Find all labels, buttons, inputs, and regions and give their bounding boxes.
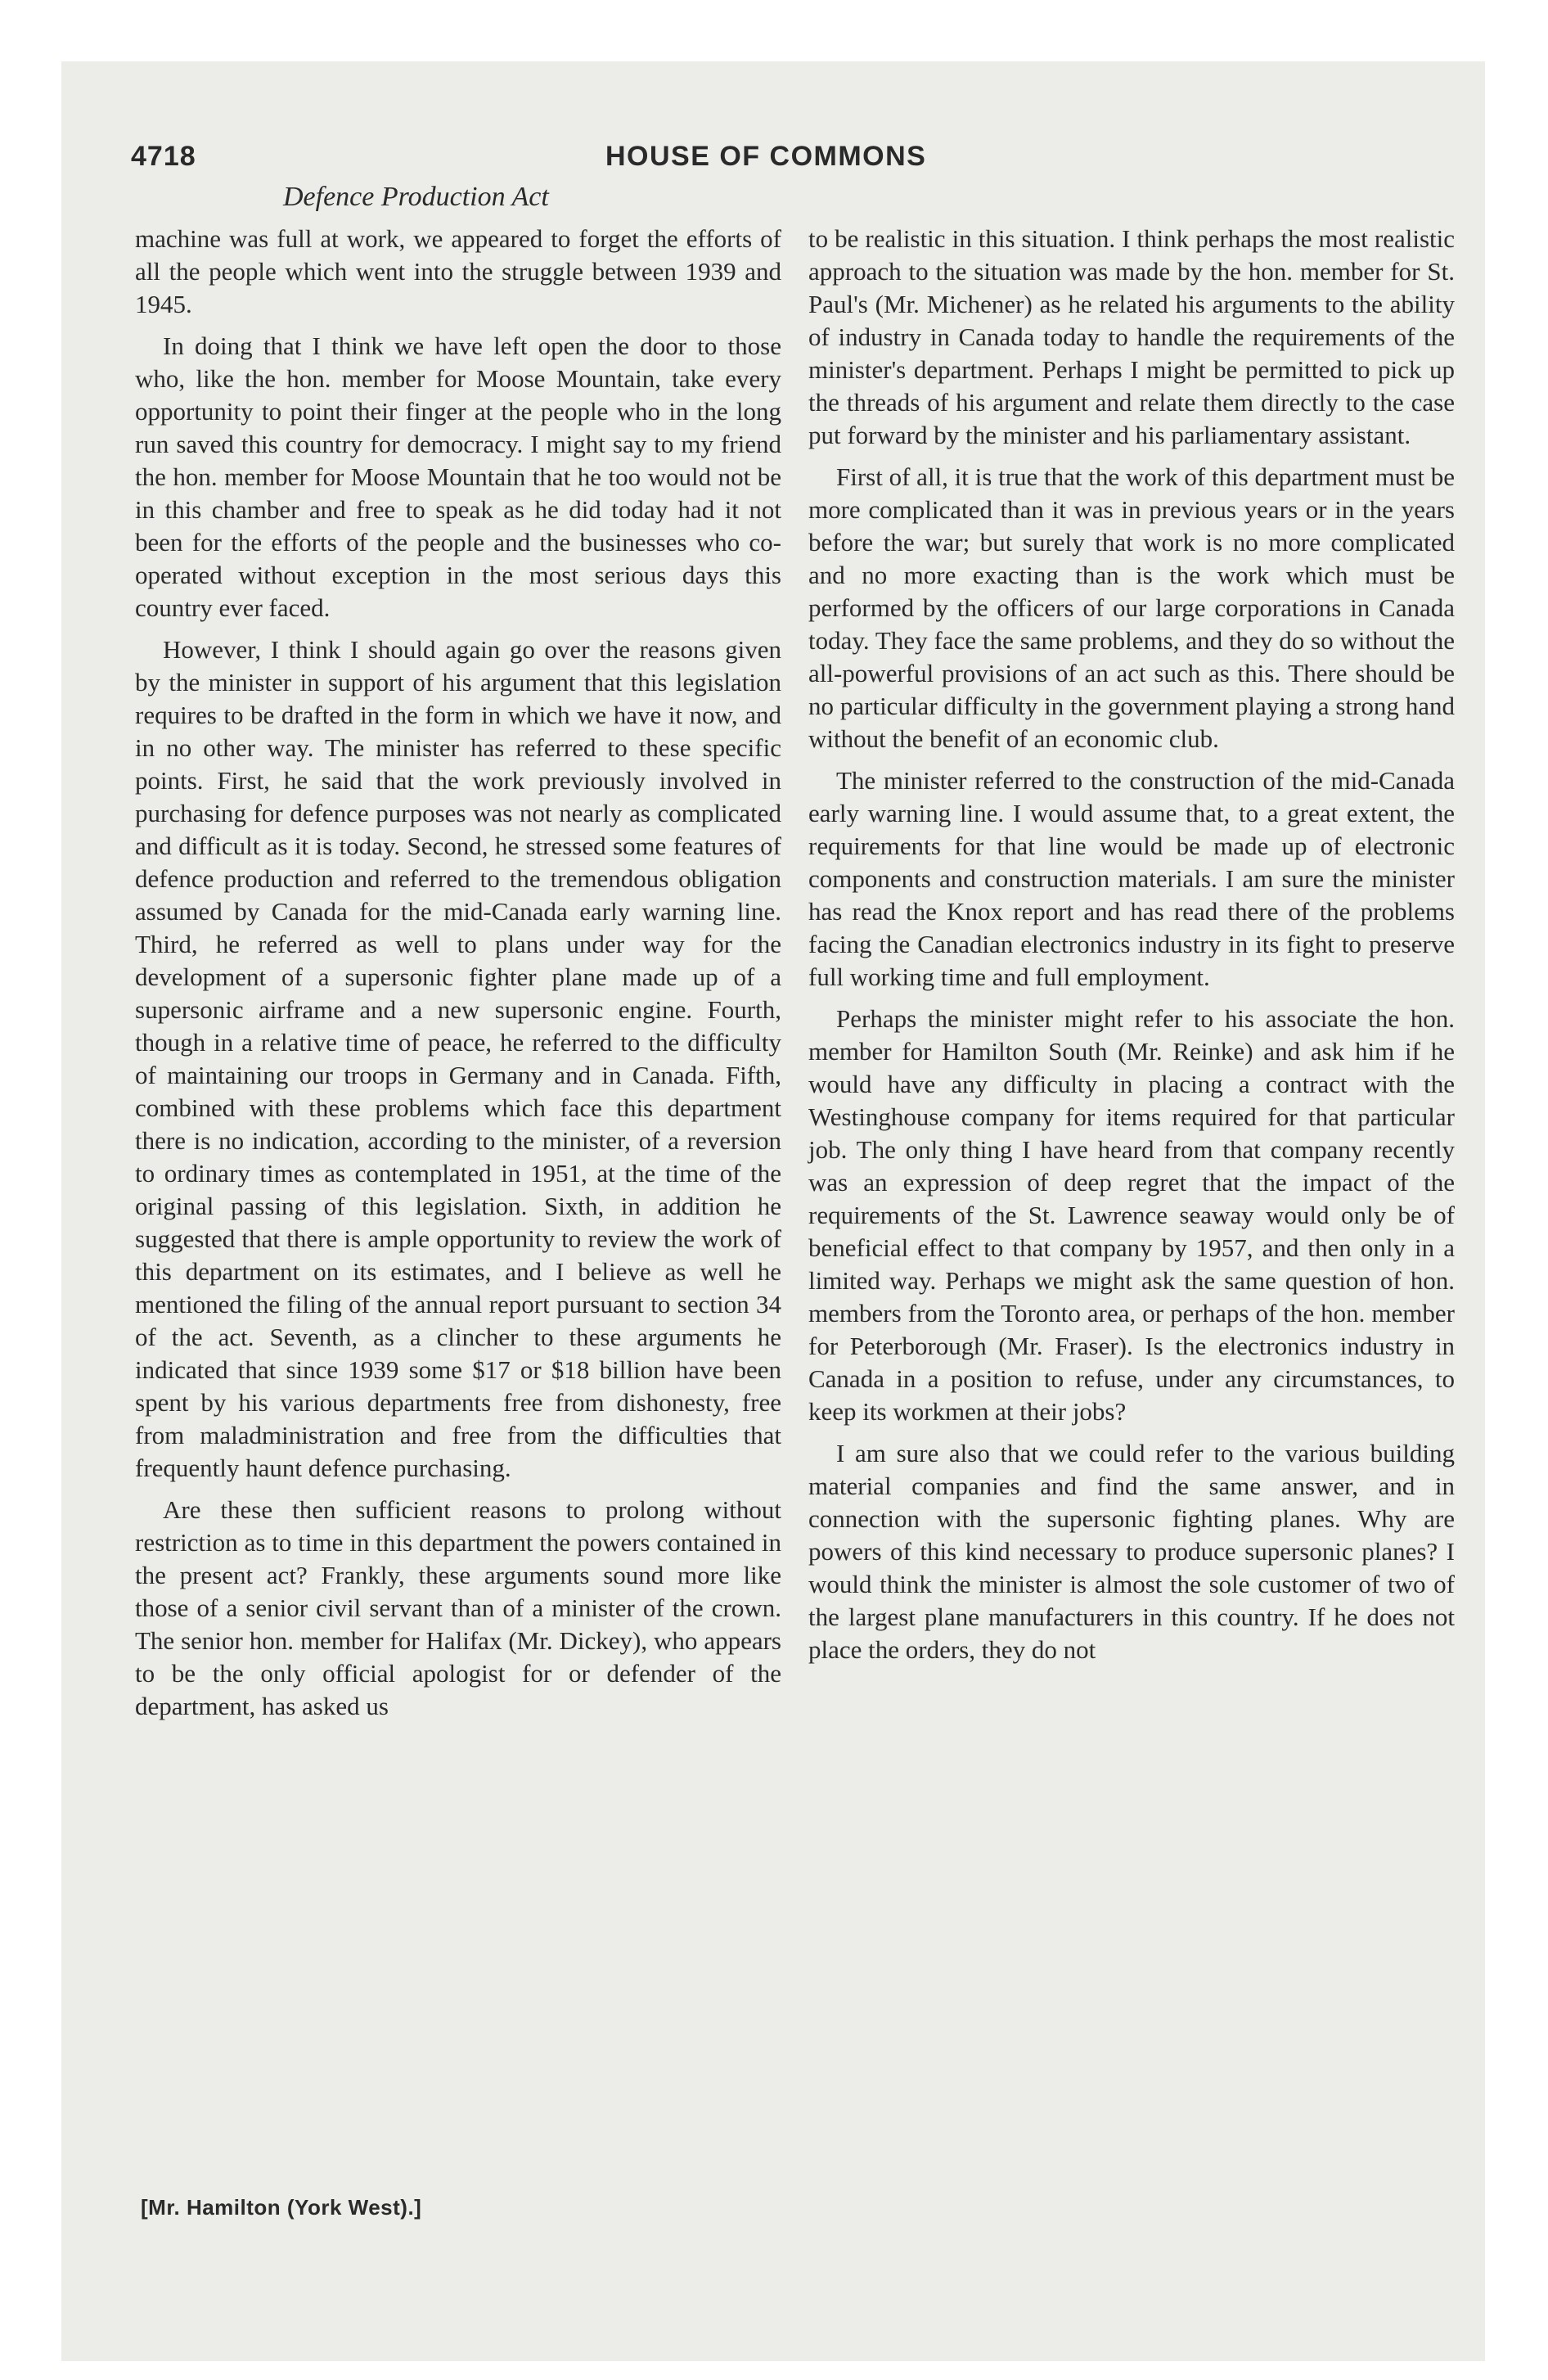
paragraph: I am sure also that we could refer to the various building material companies and find the same answer, and in connection with the supersonic fighting planes. Why are powers of this kind necessary to produce supersonic planes? I would think the minister is almost the sole customer of two of the largest plane manufacturers in this country. If he does not place the orders, they do not: [808, 1439, 1455, 1664]
paragraph: Are these then sufficient reasons to prolong without restriction as to time in this department the powers contained in the present act? Frankly, these arguments sound more like those of a senior civil servant than of a minister of the crown. The senior hon. member for Halifax (Mr. Dickey), who appears to be the only official apologist for or defender of the department, has asked us: [135, 1495, 781, 1720]
speaker-footer: [Mr. Hamilton (York West).]: [141, 2195, 422, 2220]
paragraph: First of all, it is true that the work of this department must be more complicated than it was in previous years or in the years before the war; but surely that work is no more complicated and no more exacting than is the work which must be performed by the officers of our large corporations in Canada today. They face the same problems, and they do so without the all-powerful provisions of an act such as this. There should be no particular difficulty in the government playing a strong hand without the benefit of an economic club.: [808, 462, 1455, 753]
paragraph: The minister referred to the construction of the mid-Canada early warning line. I would assume that, to a great extent, the requirements for that line would be made up of electronic components and construction materials. I am sure the minister has read the Knox report and has read there of the problems facing the Canadian electronics industry in its fight to preserve full working time and full employment.: [808, 766, 1455, 991]
paragraph: However, I think I should again go over the reasons given by the minister in support of his argument that this legislation requires to be drafted in the form in which we have it now, and in no other way. The minister has referred to these specific points. First, he said that the work previously involved in purchasing for defence purposes was not nearly as complicated and difficult as it is today. Second, he stressed some features of defence production and referred to the tremendous obligation assumed by Canada for the mid-Canada early warning line. Third, he referred as well to plans under way for the development of a supersonic fighter plane made up of a supersonic airframe and a new supersonic engine. Fourth, though in a relative time of peace, he referred to the difficulty of maintaining our troops in Germany and in Canada. Fifth, combined with these problems which face this department there is no indication, according to the minister, of a reversion to ordinary times as contemplated in 1951, at the time of the original passing of this legislation. Sixth, in addition he suggested that there is ample opportunity to review the work of this department on its estimates, and I believe as well he mentioned the filing of the annual report pursuant to section 34 of the act. Seventh, as a clincher to these arguments he indicated that since 1939 some $17 or $18 billion have been spent by his various departments free from dishonesty, free from maladministration and free from the difficulties that frequently haunt defence purchasing.: [135, 635, 781, 1482]
paragraph: In doing that I think we have left open the door to those who, like the hon. member for Moose Mountain, take every opportunity to point their finger at the people who in the long run saved this country for democracy. I might say to my friend the hon. member for Moose Mountain that he too would not be in this chamber and free to speak as he did today had it not been for the efforts of the people and the businesses who co-operated without exception in the most serious days this country ever faced.: [135, 331, 781, 622]
paragraph: Perhaps the minister might refer to his associate the hon. member for Hamilton South (Mr. Reinke) and ask him if he would have any difficulty in placing a contract with the Westinghouse company for items required for that particular job. The only thing I have heard from that company recently was an expression of deep regret that the impact of the requirements of the St. Lawrence seaway would only be of beneficial effect to that company by 1957, and then only in a limited way. Perhaps we might ask the same question of hon. members from the Toronto area, or perhaps of the hon. member for Peterborough (Mr. Fraser). Is the electronics industry in Canada in a position to refuse, under any circumstances, to keep its workmen at their jobs?: [808, 1004, 1455, 1426]
section-title: Defence Production Act: [283, 182, 549, 212]
paragraph: machine was full at work, we appeared to forget the efforts of all the people which went into the struggle between 1939 and 1945.: [135, 224, 781, 318]
paragraph: to be realistic in this situation. I think perhaps the most realistic approach to the situation was made by the hon. member for St. Paul's (Mr. Michener) as he related his arguments to the ability of industry in Canada today to handle the requirements of the minister's department. Perhaps I might be permitted to pick up the threads of his argument and relate them directly to the case put forward by the minister and his parliamentary assistant.: [808, 224, 1455, 449]
running-head: HOUSE OF COMMONS: [605, 141, 927, 172]
right-column: [808, 223, 1455, 1675]
page-number: 4718: [131, 141, 196, 172]
left-column: [135, 223, 781, 1732]
